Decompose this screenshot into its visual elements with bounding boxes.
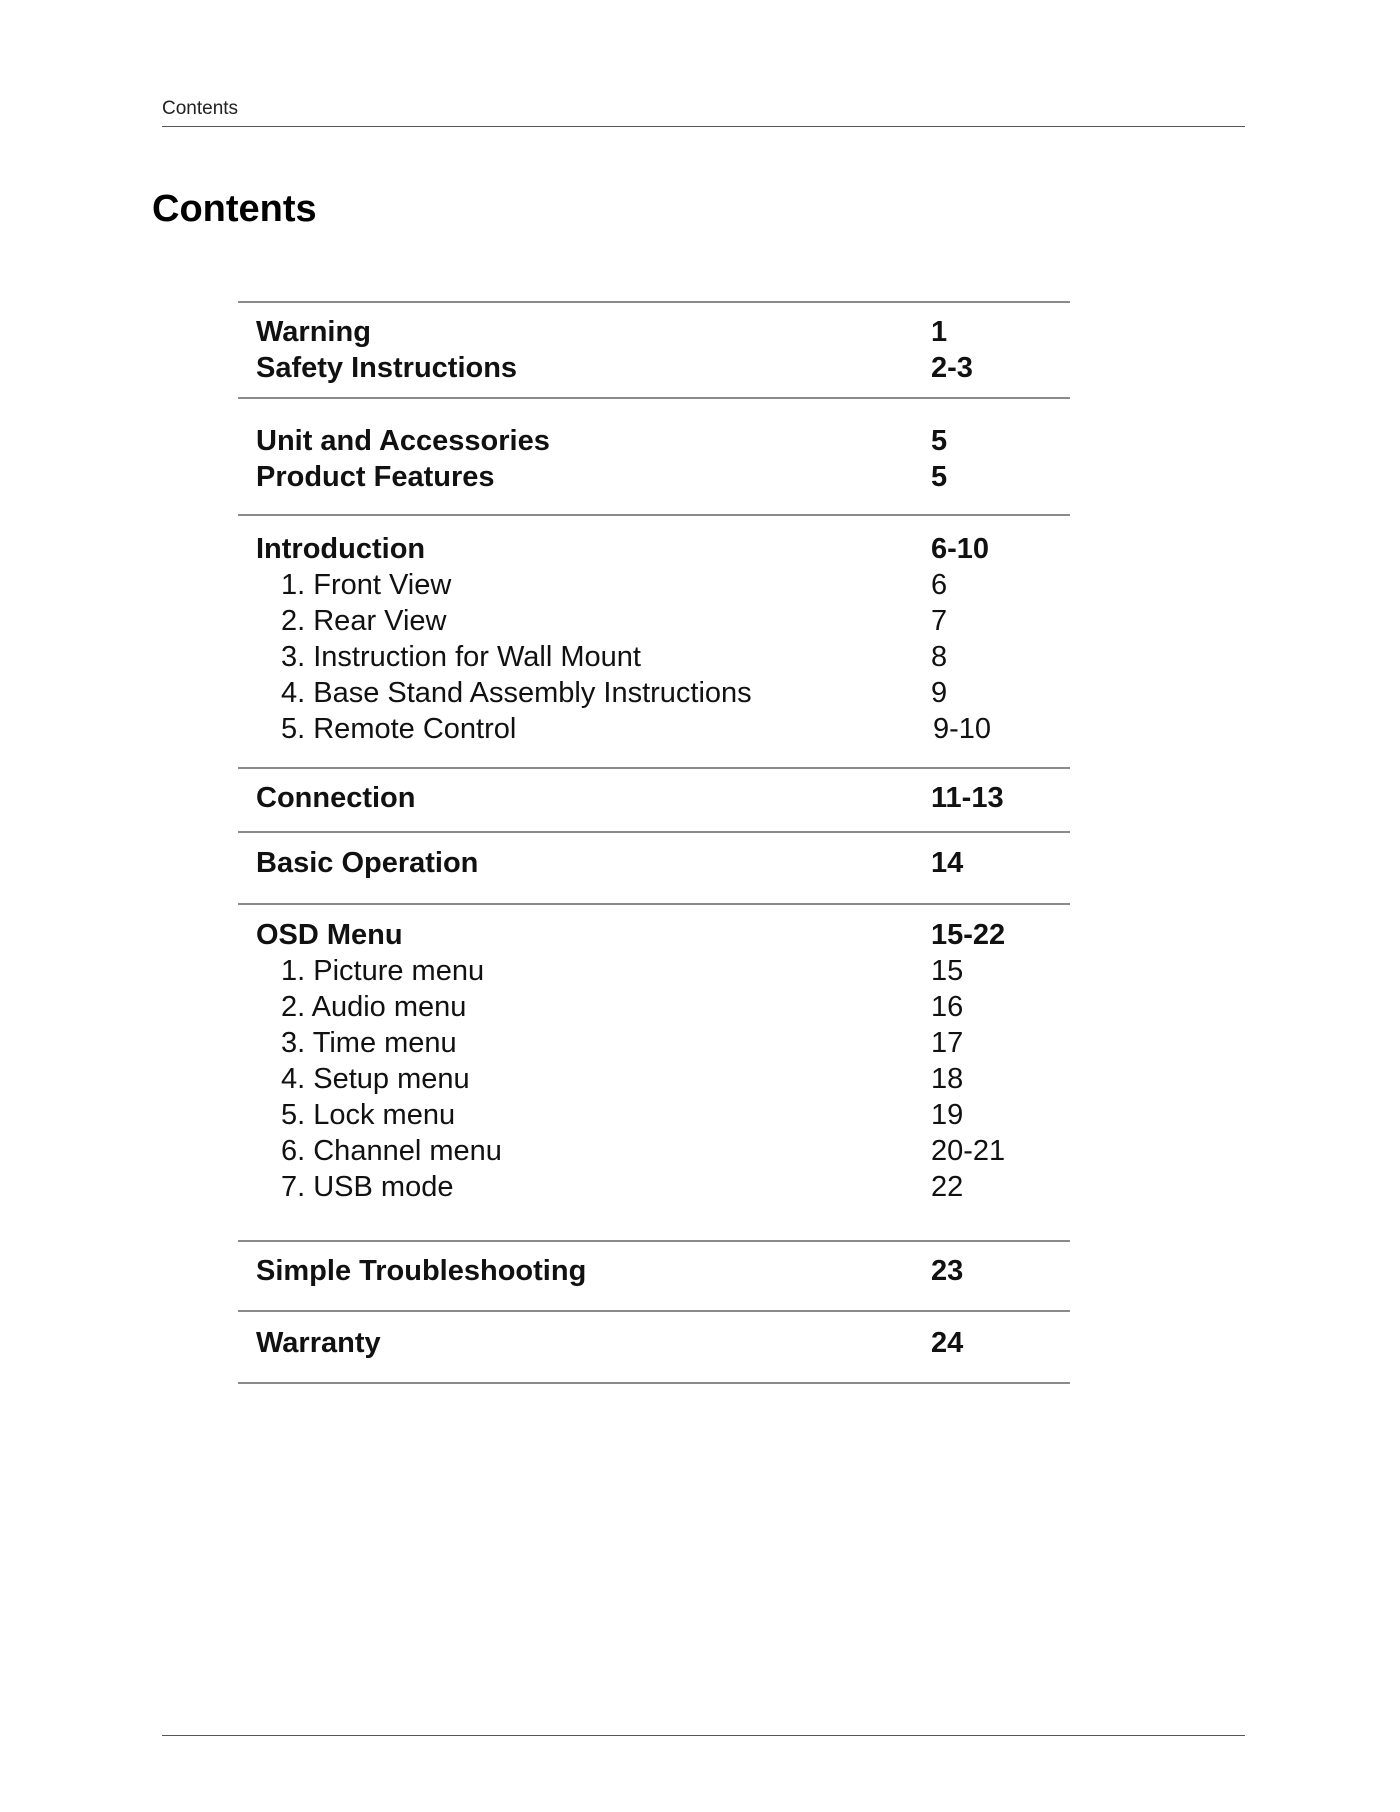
toc-entry-safety-instructions <box>238 350 1070 386</box>
toc-entry-product-features <box>238 459 1070 495</box>
toc-entry-page: 15 <box>931 955 964 987</box>
toc-group-osd-menu <box>238 905 1070 1242</box>
toc-entry-usb-mode <box>238 1169 1070 1205</box>
toc-entry-wall-mount <box>238 639 1070 675</box>
table-of-contents <box>238 301 1070 1384</box>
toc-entry-page: 18 <box>931 1063 964 1095</box>
header-divider <box>162 126 1245 127</box>
toc-group-warranty <box>238 1312 1070 1384</box>
toc-entry-setup-menu <box>238 1061 1070 1097</box>
toc-entry-page: 5 <box>931 425 948 457</box>
toc-entry-page: 9 <box>931 677 948 709</box>
toc-entry-title: 5. Remote Control <box>281 713 517 745</box>
toc-entry-title: 6. Channel menu <box>281 1135 502 1167</box>
toc-group-troubleshooting <box>238 1242 1070 1312</box>
toc-entry-title: Connection <box>256 782 416 814</box>
toc-entry-time-menu <box>238 1025 1070 1061</box>
toc-entry-page: 22 <box>931 1171 964 1203</box>
toc-entry-title: 2. Audio menu <box>281 991 467 1023</box>
toc-entry-title: 4. Base Stand Assembly Instructions <box>281 677 752 709</box>
toc-entry-lock-menu <box>238 1097 1070 1133</box>
toc-entry-title: OSD Menu <box>256 919 403 951</box>
toc-entry-picture-menu <box>238 953 1070 989</box>
toc-entry-channel-menu <box>238 1133 1070 1169</box>
toc-group-unit <box>238 399 1070 516</box>
toc-entry-title: Warning <box>256 316 371 348</box>
toc-entry-title: Safety Instructions <box>256 352 518 384</box>
toc-entry-page: 6 <box>931 569 948 601</box>
toc-entry-title: 3. Instruction for Wall Mount <box>281 641 641 673</box>
toc-entry-page: 7 <box>931 605 948 637</box>
toc-entry-audio-menu <box>238 989 1070 1025</box>
toc-entry-page: 14 <box>931 847 964 879</box>
toc-entry-page: 1 <box>931 316 948 348</box>
toc-entry-title: 4. Setup menu <box>281 1063 470 1095</box>
toc-entry-front-view <box>238 567 1070 603</box>
toc-entry-title: 2. Rear View <box>281 605 447 637</box>
running-header: Contents <box>162 98 239 119</box>
toc-entry-page: 20-21 <box>931 1135 1006 1167</box>
toc-entry-remote-control <box>238 711 1070 747</box>
toc-entry-basic-operation <box>238 845 1070 881</box>
toc-entry-title: 7. USB mode <box>281 1171 454 1203</box>
toc-entry-introduction <box>238 531 1070 567</box>
toc-entry-title: Product Features <box>256 461 495 493</box>
toc-entry-base-stand <box>238 675 1070 711</box>
toc-entry-page: 8 <box>931 641 948 673</box>
toc-entry-title: 3. Time menu <box>281 1027 457 1059</box>
toc-entry-page: 9-10 <box>933 713 992 745</box>
toc-entry-title: 5. Lock menu <box>281 1099 456 1131</box>
toc-entry-title: Introduction <box>256 533 426 565</box>
toc-entry-title: Unit and Accessories <box>256 425 550 457</box>
toc-group-safety <box>238 303 1070 399</box>
toc-entry-page: 19 <box>931 1099 964 1131</box>
toc-entry-title: 1. Front View <box>281 569 452 601</box>
toc-entry-title: Warranty <box>256 1327 381 1359</box>
toc-entry-page: 23 <box>931 1255 964 1287</box>
toc-group-connection <box>238 769 1070 833</box>
toc-entry-connection <box>238 780 1070 816</box>
toc-entry-rear-view <box>238 603 1070 639</box>
toc-entry-page: 16 <box>931 991 964 1023</box>
toc-entry-title: 1. Picture menu <box>281 955 485 987</box>
toc-entry-unit-and-accessories <box>238 423 1070 459</box>
footer-divider <box>162 1735 1245 1736</box>
toc-entry-page: 2-3 <box>931 352 973 384</box>
toc-entry-warranty <box>238 1325 1070 1361</box>
toc-entry-page: 6-10 <box>931 533 990 565</box>
toc-group-introduction <box>238 516 1070 769</box>
toc-entry-title: Basic Operation <box>256 847 479 879</box>
page-title: Contents <box>152 188 317 230</box>
toc-entry-title: Simple Troubleshooting <box>256 1255 587 1287</box>
toc-entry-warning <box>238 314 1070 350</box>
toc-entry-osd-menu <box>238 917 1070 953</box>
toc-entry-page: 15-22 <box>931 919 1006 951</box>
toc-entry-page: 24 <box>931 1327 964 1359</box>
toc-entry-page: 11-13 <box>931 782 1004 814</box>
toc-entry-page: 5 <box>931 461 948 493</box>
toc-entry-simple-troubleshooting <box>238 1253 1070 1289</box>
toc-entry-page: 17 <box>931 1027 964 1059</box>
toc-group-basic-operation <box>238 833 1070 905</box>
